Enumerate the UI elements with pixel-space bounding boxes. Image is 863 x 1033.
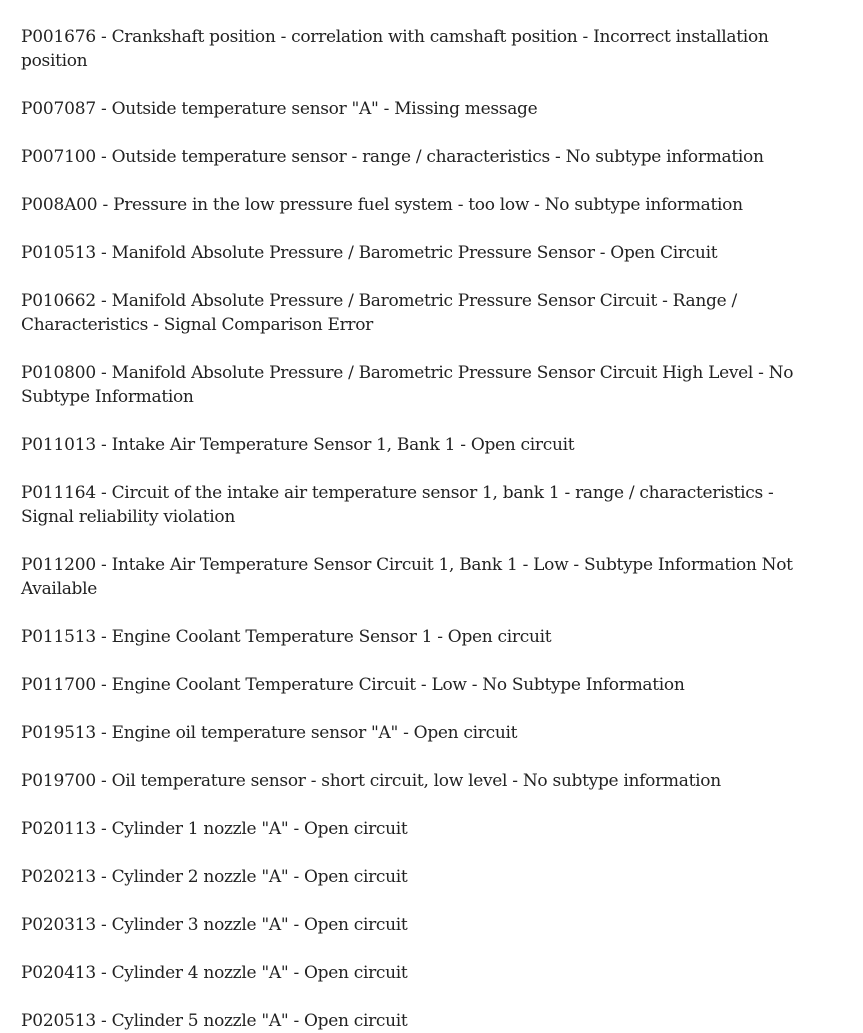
list-item: P020413 - Cylinder 4 nozzle "A" - Open circuit (21, 963, 408, 983)
dtc-description: Intake Air Temperature Sensor Circuit 1, Bank 1 - Low - Subtype Information Not Available (21, 555, 793, 599)
dtc-description: Intake Air Temperature Sensor 1, Bank 1 - Open circuit (111, 435, 575, 455)
dtc-description: Cylinder 1 nozzle "A" - Open circuit (111, 819, 408, 839)
dtc-description: Manifold Absolute Pressure / Barometric Pressure Sensor Circuit - Range / Characteristics - Signal Comparison Error (21, 291, 737, 335)
dtc-description: Engine Coolant Temperature Circuit - Low - No Subtype Information (111, 675, 685, 695)
dtc-code: P011700 (21, 675, 96, 695)
list-item: P007100 - Outside temperature sensor - range / characteristics - No subtype information (21, 147, 764, 167)
list-item: P020313 - Cylinder 3 nozzle "A" - Open circuit (21, 915, 408, 935)
dtc-description: Oil temperature sensor - short circuit, low level - No subtype information (111, 771, 721, 791)
dtc-code: P010513 (21, 243, 96, 263)
dtc-description: Outside temperature sensor "A" - Missing message (111, 99, 538, 119)
dtc-description: Cylinder 2 nozzle "A" - Open circuit (111, 867, 408, 887)
dtc-code: P020213 (21, 867, 96, 887)
list-item: P011164 - Circuit of the intake air temperature sensor 1, bank 1 - range / characteristics - Signal reliability violation (21, 483, 774, 527)
dtc-code: P019513 (21, 723, 96, 743)
dtc-description: Manifold Absolute Pressure / Barometric Pressure Sensor - Open Circuit (111, 243, 718, 263)
dtc-description: Circuit of the intake air temperature sensor 1, bank 1 - range / characteristics - Signal reliability violation (21, 483, 774, 527)
dtc-description: Crankshaft position - correlation with camshaft position - Incorrect installation position (21, 27, 769, 71)
dtc-description: Cylinder 3 nozzle "A" - Open circuit (111, 915, 408, 935)
list-item: P007087 - Outside temperature sensor "A" - Missing message (21, 99, 538, 119)
list-item: P010800 - Manifold Absolute Pressure / Barometric Pressure Sensor Circuit High Level - No Subtype Information (21, 363, 794, 407)
dtc-code: P020313 (21, 915, 96, 935)
dtc-code: P001676 (21, 27, 96, 47)
list-item: P019513 - Engine oil temperature sensor "A" - Open circuit (21, 723, 518, 743)
dtc-code: P020413 (21, 963, 96, 983)
list-item: P011200 - Intake Air Temperature Sensor Circuit 1, Bank 1 - Low - Subtype Information Not Available (21, 555, 793, 599)
dtc-code: P010800 (21, 363, 96, 383)
dtc-code: P020113 (21, 819, 96, 839)
list-item: P001676 - Crankshaft position - correlation with camshaft position - Incorrect installation position (21, 27, 769, 71)
list-item: P008A00 - Pressure in the low pressure fuel system - too low - No subtype information (21, 195, 743, 215)
dtc-description: Pressure in the low pressure fuel system - too low - No subtype information (113, 195, 743, 215)
list-item: P010513 - Manifold Absolute Pressure / Barometric Pressure Sensor - Open Circuit (21, 243, 718, 263)
dtc-code: P010662 (21, 291, 96, 311)
dtc-code: P007100 (21, 147, 96, 167)
list-item: P019700 - Oil temperature sensor - short circuit, low level - No subtype information (21, 771, 721, 791)
list-item: P011700 - Engine Coolant Temperature Circuit - Low - No Subtype Information (21, 675, 685, 695)
dtc-description: Cylinder 4 nozzle "A" - Open circuit (111, 963, 408, 983)
list-item: P011513 - Engine Coolant Temperature Sensor 1 - Open circuit (21, 627, 552, 647)
dtc-code: P019700 (21, 771, 96, 791)
dtc-description: Manifold Absolute Pressure / Barometric Pressure Sensor Circuit High Level - No Subtype Information (21, 363, 794, 407)
dtc-code: P011513 (21, 627, 96, 647)
dtc-code: P011013 (21, 435, 96, 455)
dtc-code: P020513 (21, 1011, 96, 1031)
dtc-description: Engine Coolant Temperature Sensor 1 - Open circuit (111, 627, 552, 647)
list-item: P020213 - Cylinder 2 nozzle "A" - Open circuit (21, 867, 408, 887)
dtc-code: P007087 (21, 99, 96, 119)
dtc-description: Cylinder 5 nozzle "A" - Open circuit (111, 1011, 408, 1031)
list-item: P010662 - Manifold Absolute Pressure / Barometric Pressure Sensor Circuit - Range / Characteristics - Signal Comparison Error (21, 291, 737, 335)
dtc-code: P011200 (21, 555, 96, 575)
dtc-description: Outside temperature sensor - range / characteristics - No subtype information (111, 147, 764, 167)
dtc-description: Engine oil temperature sensor "A" - Open circuit (111, 723, 518, 743)
list-item: P020113 - Cylinder 1 nozzle "A" - Open circuit (21, 819, 408, 839)
dtc-code: P011164 (21, 483, 96, 503)
list-item: P011013 - Intake Air Temperature Sensor 1, Bank 1 - Open circuit (21, 435, 575, 455)
list-item: P020513 - Cylinder 5 nozzle "A" - Open circuit (21, 1011, 408, 1031)
dtc-code: P008A00 (21, 195, 98, 215)
